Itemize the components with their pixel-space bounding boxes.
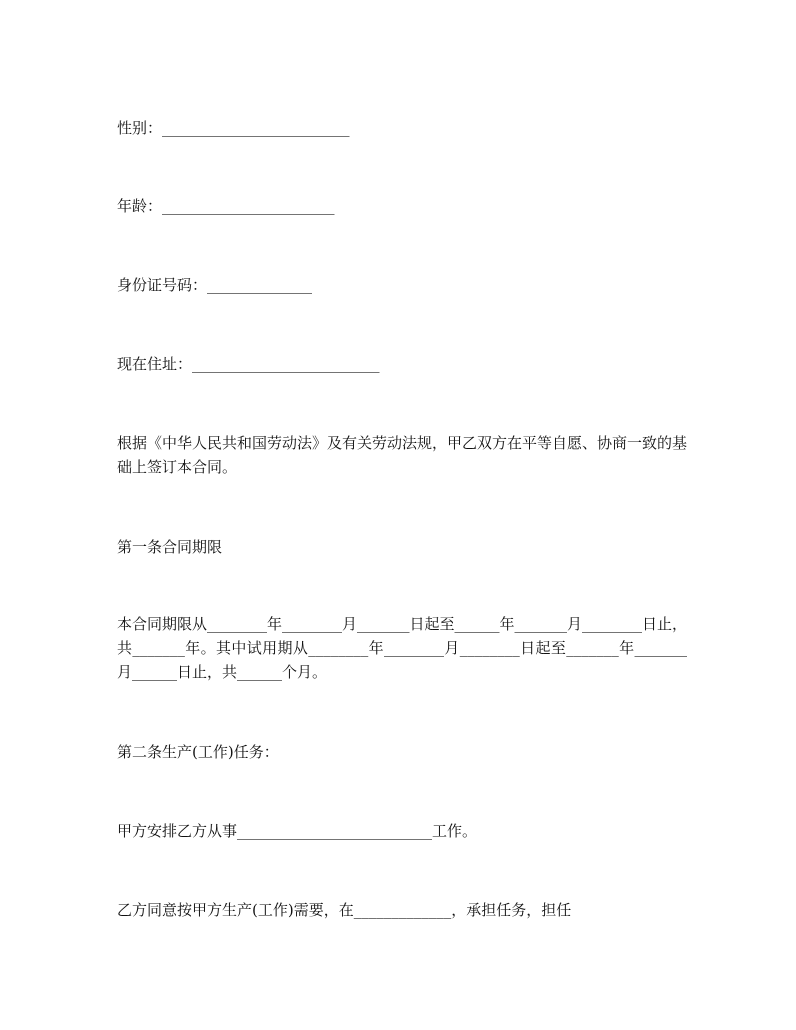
article2-heading: 第二条生产(工作)任务：: [117, 743, 279, 761]
gender-field: 性别：_________________________: [117, 119, 350, 137]
article1-heading: 第一条合同期限: [117, 538, 223, 556]
address-field: 现在住址：_________________________: [117, 355, 380, 373]
id-number-field: 身份证号码：______________: [117, 276, 313, 294]
article2-paragraph-1: 甲方安排乙方从事__________________________工作。: [117, 822, 478, 840]
age-field: 年龄：_______________________: [117, 197, 335, 215]
intro-paragraph: 根据《中华人民共和国劳动法》及有关劳动法规，甲乙双方在平等自愿、协商一致的基础上签订本合同。: [117, 434, 688, 476]
article1-body: 本合同期限从________年________月_______日起至______年_______月________日止，共_______年。其中试用期从________年________月________日起至_______年_______月______日止，共______个月。: [117, 615, 688, 681]
article2-paragraph-2: 乙方同意按甲方生产(工作)需要，在_____________，承担任务，担任: [117, 901, 572, 919]
